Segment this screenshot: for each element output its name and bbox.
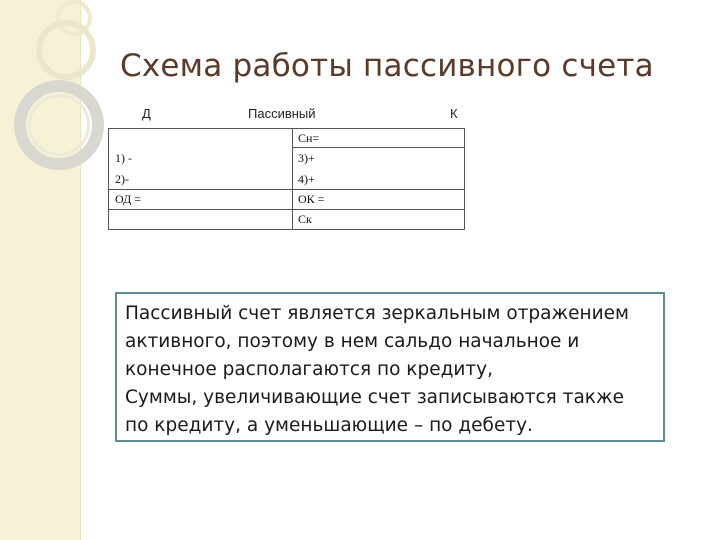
explanation-box xyxy=(115,292,665,442)
credit-cell: 4)+ xyxy=(298,172,315,186)
credit-header: К xyxy=(450,106,458,121)
credit-cell: Сн= xyxy=(298,131,320,145)
decorative-ring-icon xyxy=(36,20,96,80)
table-right-border xyxy=(464,128,465,230)
credit-cell: 3)+ xyxy=(298,151,315,165)
account-name-header: Пассивный xyxy=(248,106,316,121)
credit-cell: ОК = xyxy=(298,192,325,206)
table-row-line xyxy=(108,189,465,190)
credit-cell: Ск xyxy=(298,212,312,226)
table-left-border xyxy=(108,128,109,230)
table-row-line xyxy=(108,209,465,210)
explanation-text: Пассивный счет является зеркальным отражением активного, поэтому в нем сальдо начальное и конечное располагаются по кредиту, Суммы, увеличивающие счет записываются также по кредиту, а уменьшающие – по дебету. xyxy=(125,303,630,436)
table-center-divider xyxy=(292,128,293,230)
debit-header: Д xyxy=(142,106,151,121)
table-row-line xyxy=(292,147,465,148)
table-bottom-line xyxy=(108,229,465,230)
decorative-side-band xyxy=(0,0,81,540)
page-title: Схема работы пассивного счета xyxy=(120,48,654,84)
debit-cell: ОД = xyxy=(115,192,142,206)
debit-cell: 1) - xyxy=(115,151,132,165)
debit-cell: 2)- xyxy=(115,172,129,186)
decorative-ring-icon xyxy=(28,94,90,156)
table-top-line xyxy=(108,128,465,129)
